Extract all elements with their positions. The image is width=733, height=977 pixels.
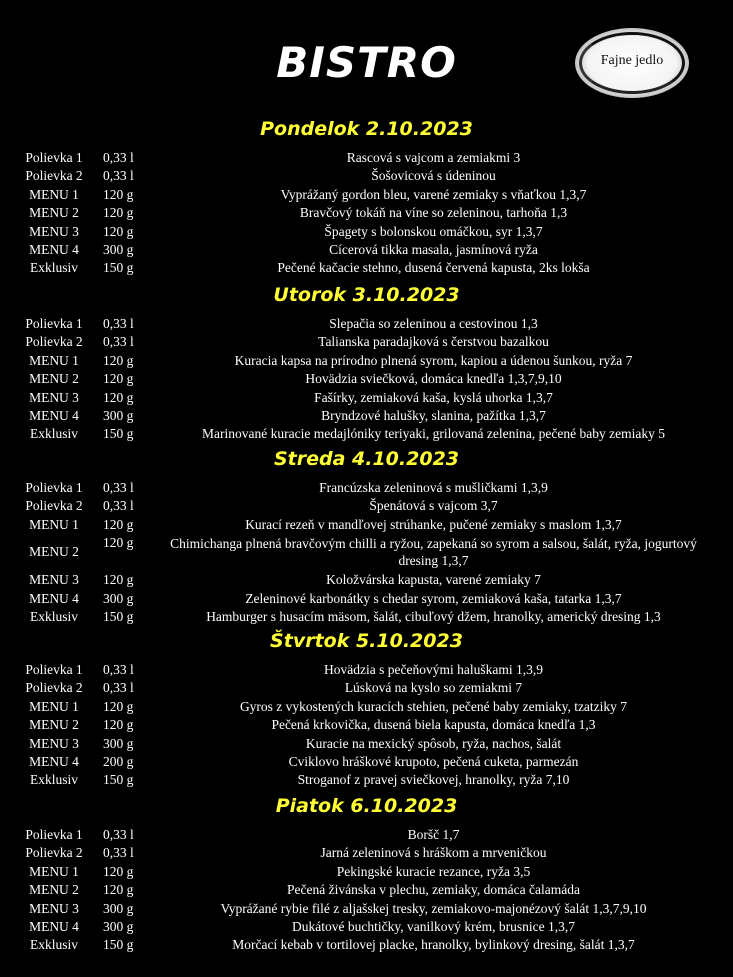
menu-quantity: 0,33 l	[103, 845, 134, 861]
menu-dish: Pečené kačacie stehno, dusená červená kapusta, 2ks lokša	[277, 260, 590, 276]
menu-row	[0, 918, 733, 936]
menu-quantity: 120 g	[103, 186, 134, 202]
menu-dish: Jarná zeleninová s hráškom a mrveničkou	[320, 845, 547, 861]
day-heading-monday: Pondelok 2.10.2023	[260, 118, 473, 140]
menu-category: Exklusiv	[29, 772, 78, 788]
menu-row	[0, 716, 733, 734]
menu-dish: Slepačia so zeleninou a cestovinou 1,3	[329, 316, 538, 331]
menu-category: MENU 3	[29, 572, 79, 588]
logo-text: Fajne jedlo	[600, 53, 664, 68]
day-heading-friday: Piatok 6.10.2023	[275, 795, 458, 817]
menu-row	[0, 753, 733, 771]
menu-row	[0, 407, 733, 425]
menu-quantity: 0,33 l	[103, 680, 134, 696]
menu-category: MENU 2	[29, 717, 79, 733]
menu-row	[0, 241, 733, 259]
menu-dish: Marinované kuracie medajlóniky teriyaki, grilovaná zelenina, pečené baby zemiaky 5	[202, 426, 665, 442]
menu-category: Exklusiv	[29, 260, 78, 276]
menu-category: Polievka 2	[25, 498, 83, 514]
menu-dish: Vyprážané rybie filé z aljašskej tresky, zemiakovo-majonézový šalát 1,3,7,9,10	[220, 900, 647, 916]
menu-category: MENU 4	[29, 408, 79, 423]
menu-row	[0, 534, 733, 571]
menu-quantity: 0,33 l	[103, 498, 134, 514]
menu-quantity: 300 g	[103, 408, 134, 423]
menu-category: MENU 3	[29, 900, 79, 916]
menu-category: Polievka 1	[25, 150, 83, 165]
menu-quantity: 0,33 l	[103, 150, 134, 165]
menu-quantity: 120 g	[103, 223, 134, 239]
menu-category: MENU 2	[29, 882, 79, 898]
menu-category: Polievka 2	[25, 334, 83, 350]
menu-row	[0, 936, 733, 954]
menu-dish: Cviklovo hráškové krupoto, pečená cuketa, parmezán	[288, 754, 579, 769]
menu-category: MENU 4	[29, 919, 79, 934]
day-heading-tuesday: Utorok 3.10.2023	[273, 284, 460, 306]
menu-quantity: 0,33 l	[103, 334, 134, 350]
menu-dish: Kurací rezeň v mandľovej strúhanke, pučené zemiaky s maslom 1,3,7	[245, 516, 622, 532]
menu-category: MENU 2	[29, 205, 79, 221]
menu-row	[0, 698, 733, 716]
menu-category: MENU 1	[29, 516, 79, 532]
menu-quantity: 150 g	[103, 609, 134, 624]
menu-category: MENU 4	[29, 242, 79, 257]
menu-row	[0, 204, 733, 222]
menu-quantity: 120 g	[103, 535, 134, 551]
menu-dish: Bryndzové halušky, slanina, pažítka 1,3,7	[321, 408, 546, 423]
menu-dish: Pečená živánska v plechu, zemiaky, domáca čalamáda	[287, 882, 580, 898]
menu-dish: Koložvárska kapusta, varené zemiaky 7	[326, 572, 541, 588]
menu-category: Exklusiv	[29, 609, 78, 624]
menu-dish: Chimichanga plnená bravčovým chilli a ryžou, zapekaná so syrom a salsou, šalát, ryža, jogurtový dresing 1,3,7	[170, 536, 697, 569]
menu-row	[0, 259, 733, 277]
menu-quantity: 150 g	[103, 260, 134, 276]
menu-dish: Morčací kebab v tortilovej placke, hranolky, bylinkový dresing, šalát 1,3,7	[232, 937, 635, 953]
menu-dish: Špagety s bolonskou omáčkou, syr 1,3,7	[324, 223, 543, 239]
menu-category: MENU 2	[29, 544, 79, 560]
menu-row	[0, 497, 733, 515]
menu-dish: Dukátové buchtičky, vanilkový krém, brusnice 1,3,7	[292, 919, 575, 934]
menu-quantity: 150 g	[103, 937, 134, 953]
menu-dish: Stroganof z pravej sviečkovej, hranolky, ryža 7,10	[297, 772, 570, 788]
menu-quantity: 120 g	[103, 717, 134, 733]
menu-row	[0, 771, 733, 789]
menu-category: Exklusiv	[29, 426, 78, 442]
menu-dish: Gyros z vykostených kuracích stehien, pečené baby zemiaky, tzatziky 7	[239, 698, 628, 714]
menu-row	[0, 900, 733, 918]
menu-category: MENU 2	[29, 371, 79, 387]
menu-row	[0, 223, 733, 241]
menu-dish: Kuracie na mexický spôsob, ryža, nachos, šalát	[305, 735, 562, 751]
menu-category: Polievka 2	[25, 680, 83, 696]
menu-category: Polievka 1	[25, 827, 83, 842]
menu-row	[0, 516, 733, 534]
menu-category: MENU 1	[29, 186, 79, 202]
menu-dish: Fašírky, zemiaková kaša, kyslá uhorka 1,3,7	[314, 389, 553, 405]
menu-row	[0, 826, 733, 844]
menu-row	[0, 735, 733, 753]
menu-quantity: 200 g	[103, 754, 134, 769]
menu-category: Exklusiv	[29, 937, 78, 953]
menu-dish: Rascová s vajcom a zemiakmi 3	[346, 150, 521, 165]
menu-quantity: 300 g	[103, 590, 134, 606]
menu-quantity: 150 g	[103, 426, 134, 442]
menu-row	[0, 590, 733, 608]
menu-dish: Zeleninové karbonátky s chedar syrom, zemiaková kaša, tatarka 1,3,7	[245, 590, 622, 606]
menu-quantity: 120 g	[103, 371, 134, 387]
menu-quantity: 0,33 l	[103, 662, 134, 677]
menu-quantity: 120 g	[103, 516, 134, 532]
menu-category: MENU 3	[29, 223, 79, 239]
day-heading-wednesday: Streda 4.10.2023	[273, 448, 460, 470]
menu-dish: Talianska paradajková s čerstvou bazalkou	[318, 334, 549, 350]
menu-category: MENU 4	[29, 590, 79, 606]
menu-dish: Vyprážaný gordon bleu, varené zemiaky s vňaťkou 1,3,7	[280, 186, 587, 202]
menu-row	[0, 679, 733, 697]
menu-row	[0, 571, 733, 589]
menu-row	[0, 479, 733, 497]
menu-quantity: 120 g	[103, 698, 134, 714]
menu-category: MENU 3	[29, 389, 79, 405]
menu-quantity: 300 g	[103, 919, 134, 934]
menu-category: Polievka 2	[25, 845, 83, 861]
menu-dish: Šošovicová s údeninou	[371, 168, 496, 184]
menu-category: MENU 1	[29, 863, 79, 879]
menu-quantity: 300 g	[103, 735, 134, 751]
menu-quantity: 300 g	[103, 242, 134, 257]
menu-quantity: 120 g	[103, 205, 134, 221]
menu-row	[0, 608, 733, 626]
menu-quantity: 0,33 l	[103, 480, 134, 495]
menu-category: Polievka 1	[25, 316, 83, 331]
menu-quantity: 120 g	[103, 882, 134, 898]
menu-quantity: 0,33 l	[103, 316, 134, 331]
menu-row	[0, 661, 733, 679]
menu-row	[0, 315, 733, 333]
page-title: BISTRO	[276, 38, 457, 87]
menu-quantity: 120 g	[103, 572, 134, 588]
menu-dish: Francúzska zeleninová s mušličkami 1,3,9	[319, 480, 548, 495]
menu-row	[0, 881, 733, 899]
day-heading-thursday: Štvrtok 5.10.2023	[270, 630, 463, 652]
menu-category: Polievka 1	[25, 480, 83, 495]
menu-category: Polievka 1	[25, 662, 83, 677]
menu-row	[0, 370, 733, 388]
menu-category: MENU 1	[29, 698, 79, 714]
menu-dish: Hovädzia s pečeňovými haluškami 1,3,9	[324, 662, 543, 677]
menu-category: Polievka 2	[25, 168, 83, 184]
menu-quantity: 150 g	[103, 772, 134, 788]
menu-quantity: 120 g	[103, 389, 134, 405]
menu-row	[0, 389, 733, 407]
menu-category: MENU 4	[29, 754, 79, 769]
menu-dish: Hovädzia sviečková, domáca knedľa 1,3,7,9,10	[305, 371, 562, 387]
menu-row	[0, 425, 733, 443]
menu-row	[0, 186, 733, 204]
menu-dish: Hamburger s husacím mäsom, šalát, cibuľový džem, hranolky, americký dresing 1,3	[206, 609, 661, 624]
menu-quantity: 300 g	[103, 900, 134, 916]
menu-category: MENU 1	[29, 352, 79, 368]
menu-row	[0, 333, 733, 351]
menu-quantity: 0,33 l	[103, 168, 134, 184]
menu-quantity: 0,33 l	[103, 827, 134, 842]
menu-row	[0, 844, 733, 862]
menu-category: MENU 3	[29, 735, 79, 751]
menu-row	[0, 149, 733, 167]
menu-dish: Špenátová s vajcom 3,7	[369, 498, 498, 514]
menu-dish: Pečená krkovička, dusená biela kapusta, domáca knedľa 1,3	[271, 717, 596, 733]
menu-row	[0, 863, 733, 881]
menu-quantity: 120 g	[103, 352, 134, 368]
menu-dish: Bravčový tokáň na víne so zeleninou, tarhoňa 1,3	[299, 205, 568, 221]
menu-dish: Lúsková na kyslo so zemiakmi 7	[344, 680, 523, 696]
menu-quantity: 120 g	[103, 863, 134, 879]
menu-dish: Pekingské kuracie rezance, ryža 3,5	[336, 863, 531, 879]
menu-dish: Cícerová tikka masala, jasmínová ryža	[329, 242, 538, 257]
logo	[575, 28, 689, 98]
menu-row	[0, 352, 733, 370]
menu-dish: Boršč 1,7	[407, 827, 460, 842]
menu-dish: Kuracia kapsa na prírodno plnená syrom, kapiou a údenou šunkou, ryža 7	[234, 352, 633, 368]
menu-row	[0, 167, 733, 185]
